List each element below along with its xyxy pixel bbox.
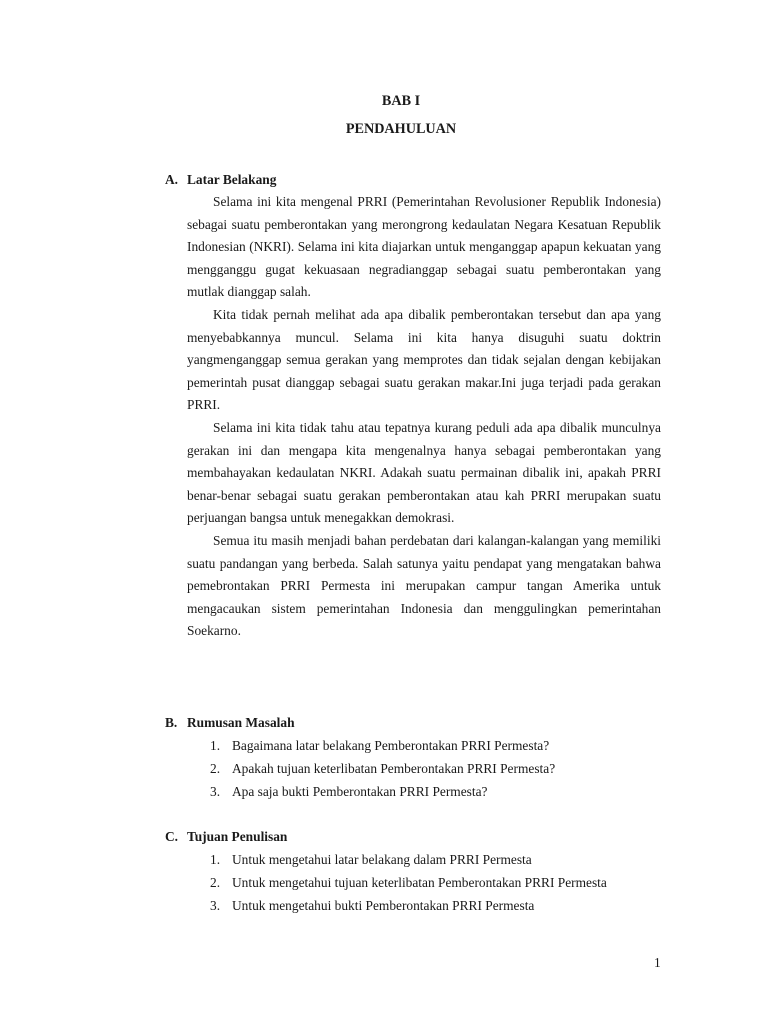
section-b-heading (165, 713, 295, 733)
section-letter: C. (165, 829, 179, 844)
item-text: Apakah tujuan keterlibatan Pemberontakan PRRI Permesta? (232, 760, 556, 776)
list-item (210, 781, 555, 804)
problem-list (210, 735, 555, 803)
list-item (210, 895, 607, 918)
item-text: Untuk mengetahui latar belakang dalam PRRI Permesta (232, 852, 532, 867)
chapter-label: BAB I (381, 93, 421, 109)
section-c-heading (165, 827, 287, 847)
paragraph: Selama ini kita mengenal PRRI (Pemerintahan Revolusioner Republik Indonesia) sebagai suatu pemberontakan yang merongrong kedaulatan Negara Kesatuan Republik Indonesian (NKRI). Selama ini kita diajarkan untuk menganggap apapun kekuatan yang mengganggu gugat kekuasaan negradianggap sebagai suatu pemberontakan yang mutlak dianggap salah. (187, 194, 661, 300)
item-number: 3. (210, 897, 221, 913)
item-text: Apa saja bukti Pemberontakan PRRI Permesta? (232, 783, 488, 799)
item-number: 1. (210, 852, 221, 867)
page-number: 1 (654, 955, 661, 970)
list-item (210, 758, 555, 781)
section-a-heading (165, 170, 276, 190)
list-item (210, 849, 607, 872)
section-title: Rumusan Masalah (187, 715, 295, 730)
item-text: Bagaimana latar belakang Pemberontakan PRRI Permesta? (232, 738, 550, 753)
item-number: 1. (210, 738, 221, 753)
list-item (210, 872, 607, 895)
list-item (210, 735, 555, 758)
item-number: 2. (210, 760, 221, 776)
paragraph: Kita tidak pernah melihat ada apa dibalik pemberontakan tersebut dan apa yang menyebabkannya muncul. Selama ini kita hanya disuguhi suatu doktrin yangmenganggap semua gerakan yang memprotes dan tidak sejalan dengan kebijakan pemerintah pusat dianggap sebagai suatu gerakan makar.Ini juga terjadi pada gerakan PRRI. (187, 306, 661, 413)
objective-list (210, 849, 607, 917)
item-text: Untuk mengetahui tujuan keterlibatan Pemberontakan PRRI Permesta (232, 874, 607, 890)
section-a-body (187, 191, 661, 643)
paragraph: Semua itu masih menjadi bahan perdebatan dari kalangan-kalangan yang memiliki suatu pandangan yang berbeda. Salah satunya yaitu pendapat yang mengatakan bahwa pemebrontakan PRRI Permesta ini merupakan campur tangan Amerika untuk mengacaukan sistem pemerintahan Indonesia dan menggulingkan pemerintahan Soekarno. (187, 532, 661, 639)
section-title: Latar Belakang (187, 172, 277, 187)
item-number: 3. (210, 783, 221, 799)
chapter-title: PENDAHULUAN (345, 121, 457, 137)
paragraph: Selama ini kita tidak tahu atau tepatnya kurang peduli ada apa dibalik munculnya gerakan ini dan mengapa kita mengenalnya hanya sebagai pemberontakan yang membahayakan kedaulatan NKRI. Adakah suatu permainan dibalik ini, apakah PRRI benar-benar sebagai suatu gerakan pemberontakan atau kah PRRI merupakan suatu perjuangan bangsa untuk menegakkan demokrasi. (187, 419, 661, 526)
section-letter: A. (165, 172, 179, 187)
section-title: Tujuan Penulisan (187, 829, 288, 844)
item-number: 2. (210, 874, 221, 890)
item-text: Untuk mengetahui bukti Pemberontakan PRRI Permesta (232, 897, 535, 913)
section-letter: B. (165, 715, 178, 730)
